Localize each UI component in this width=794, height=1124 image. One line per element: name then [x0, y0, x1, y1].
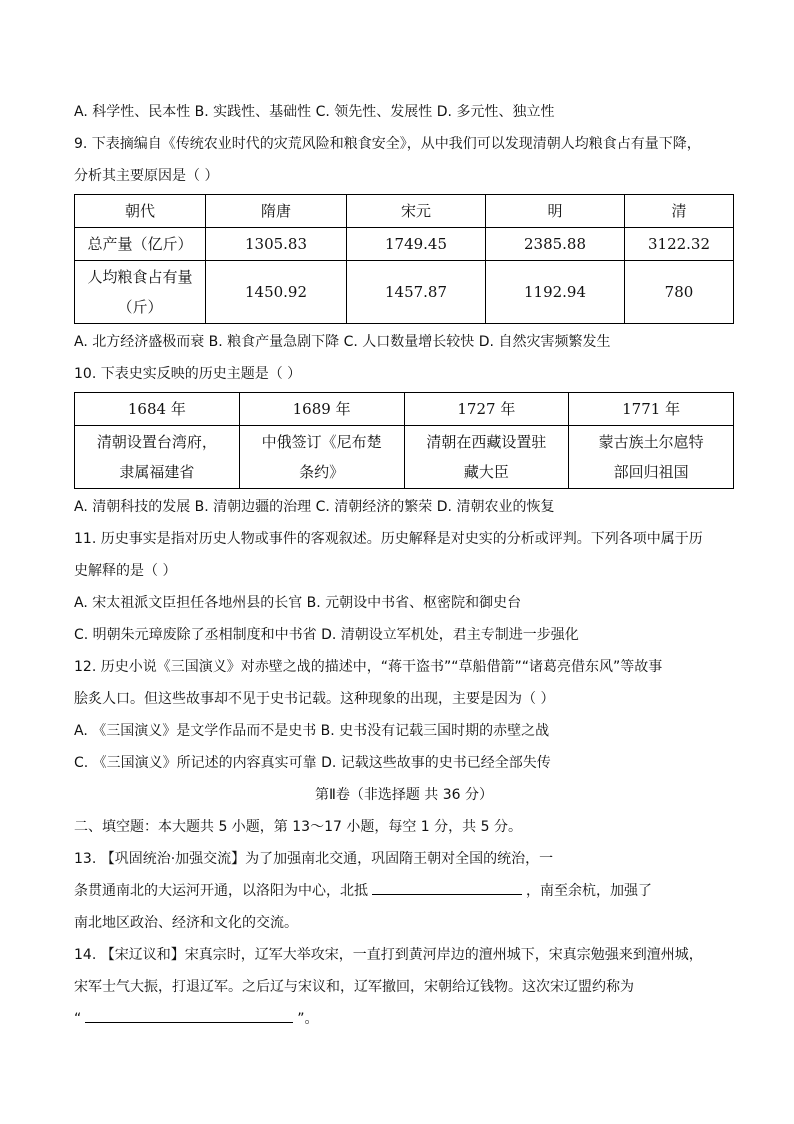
q10-event-cell: [239, 426, 404, 489]
q10-event-line: 中俄签订《尼布楚: [261, 433, 382, 451]
q12-options-line1: A. 《三国演义》是文学作品而不是史书 B. 史书没有记载三国时期的赤壁之战: [74, 723, 550, 739]
q9-row2-cell: 1450.92: [206, 261, 347, 324]
q9-header-qing: 清: [625, 195, 734, 228]
q9-options: A. 北方经济盛极而衰 B. 粮食产量急剧下降 C. 人口数量增长较快 D. 自然灾害频繁发生: [74, 334, 611, 350]
q14-close-quote: ”。: [297, 1011, 319, 1027]
exam-page: [74, 96, 734, 1035]
q9-header-suitang: 隋唐: [206, 195, 347, 228]
q9-row1-label: 总产量（亿斤）: [75, 228, 206, 261]
q9-row2-label: [75, 261, 206, 324]
q10-year-cell: 1689 年: [239, 393, 404, 426]
q9-row2-cell: 1457.87: [347, 261, 486, 324]
q10-options: A. 清朝科技的发展 B. 清朝边疆的治理 C. 清朝经济的繁荣 D. 清朝农业的恢复: [74, 499, 555, 515]
q9-header-songyuan: 宋元: [347, 195, 486, 228]
q10-event-line: 条约》: [299, 463, 345, 481]
q14-line3: [74, 1003, 734, 1035]
q12-stem-line1: 12. 历史小说《三国演义》对赤壁之战的描述中，“蒋干盗书”“草船借箭”“诸葛亮借东风”等故事: [74, 659, 663, 675]
q9-row2-cell: 780: [625, 261, 734, 324]
q9-stem-line1: 9. 下表摘编自《传统农业时代的灾荒风险和粮食安全》，从中我们可以发现清朝人均粮食占有量下降，: [74, 136, 701, 152]
q13-line2-after: ，南至余杭，加强了: [526, 883, 652, 899]
q14-line2: 宋军士气大振，打退辽军。之后辽与宋议和，辽军撤回，宋朝给辽钱物。这次宋辽盟约称为: [74, 979, 634, 995]
q9-row2-label-line2: （斤）: [117, 298, 163, 316]
q10-event-line: 清朝在西藏设置驻: [426, 433, 547, 451]
q13-answer-blank[interactable]: [372, 876, 522, 895]
q9-row1-cell: 1749.45: [347, 228, 486, 261]
q13-line1: 13. 【巩固统治·加强交流】为了加强南北交通，巩固隋王朝对全国的统治，一: [74, 851, 554, 867]
q10-table-event-row: [75, 426, 734, 489]
fill-in-intro: 二、填空题：本大题共 5 小题，第 13～17 小题，每空 1 分，共 5 分。: [74, 819, 522, 835]
q10-event-line: 隶属福建省: [119, 463, 195, 481]
q14-open-quote: “: [74, 1011, 82, 1027]
q10-year-cell: 1771 年: [569, 393, 734, 426]
q10-year-cell: 1684 年: [75, 393, 240, 426]
q10-event-line: 清朝设置台湾府，: [96, 433, 217, 451]
q11-stem-line2: 史解释的是（ ）: [74, 563, 177, 579]
q9-row1-cell: 3122.32: [625, 228, 734, 261]
q11-options-line2: C. 明朝朱元璋废除了丞相制度和中书省 D. 清朝设立军机处，君主专制进一步强化: [74, 627, 579, 643]
q10-event-line: 蒙古族土尔扈特: [598, 433, 704, 451]
q10-event-cell: [75, 426, 240, 489]
q9-table-row-percapita: [75, 261, 734, 324]
q9-table-row-output: [75, 228, 734, 261]
q9-row1-cell: 1305.83: [206, 228, 347, 261]
q14-line1: 14. 【宋辽议和】宋真宗时，辽军大举攻宋，一直打到黄河岸边的澶州城下，宋真宗勉强来到澶州城，: [74, 947, 703, 963]
q11-options-line1: A. 宋太祖派文臣担任各地州县的长官 B. 元朝设中书省、枢密院和御史台: [74, 595, 522, 611]
q8-options: A. 科学性、民本性 B. 实践性、基础性 C. 领先性、发展性 D. 多元性、独立性: [74, 104, 555, 120]
q13-line2-before: 条贯通南北的大运河开通，以洛阳为中心，北抵: [74, 883, 368, 899]
q10-event-line: 藏大臣: [463, 463, 509, 481]
q13-line3: 南北地区政治、经济和文化的交流。: [74, 915, 298, 931]
q10-year-cell: 1727 年: [404, 393, 569, 426]
q11-stem-line1: 11. 历史事实是指对历史人物或事件的客观叙述。历史解释是对史实的分析或评判。下列各项中属于历: [74, 531, 703, 547]
q12-stem-line2: 脍炙人口。但这些故事却不见于史书记载。这种现象的出现，主要是因为（ ）: [74, 691, 555, 707]
q9-header-dynasty: 朝代: [75, 195, 206, 228]
q9-header-ming: 明: [486, 195, 625, 228]
q10-table-year-row: [75, 393, 734, 426]
q10-event-cell: [404, 426, 569, 489]
q9-table-header-row: [75, 195, 734, 228]
q9-row2-label-line1: 人均粮食占有量: [87, 268, 193, 286]
q14-answer-blank[interactable]: [85, 1004, 293, 1023]
q9-row1-cell: 2385.88: [486, 228, 625, 261]
q9-stem-line2: 分析其主要原因是（ ）: [74, 168, 219, 184]
q10-event-line: 部回归祖国: [613, 463, 689, 481]
q10-event-cell: [569, 426, 734, 489]
q9-table: [74, 194, 734, 324]
q9-row2-cell: 1192.94: [486, 261, 625, 324]
q10-table: [74, 392, 734, 489]
q10-stem: 10. 下表史实反映的历史主题是（ ）: [74, 366, 302, 382]
section-2-title: 第Ⅱ卷（非选择题 共 36 分）: [314, 787, 494, 803]
q12-options-line2: C. 《三国演义》所记述的内容真实可靠 D. 记载这些故事的史书已经全部失传: [74, 755, 551, 771]
q13-line2: [74, 875, 734, 907]
